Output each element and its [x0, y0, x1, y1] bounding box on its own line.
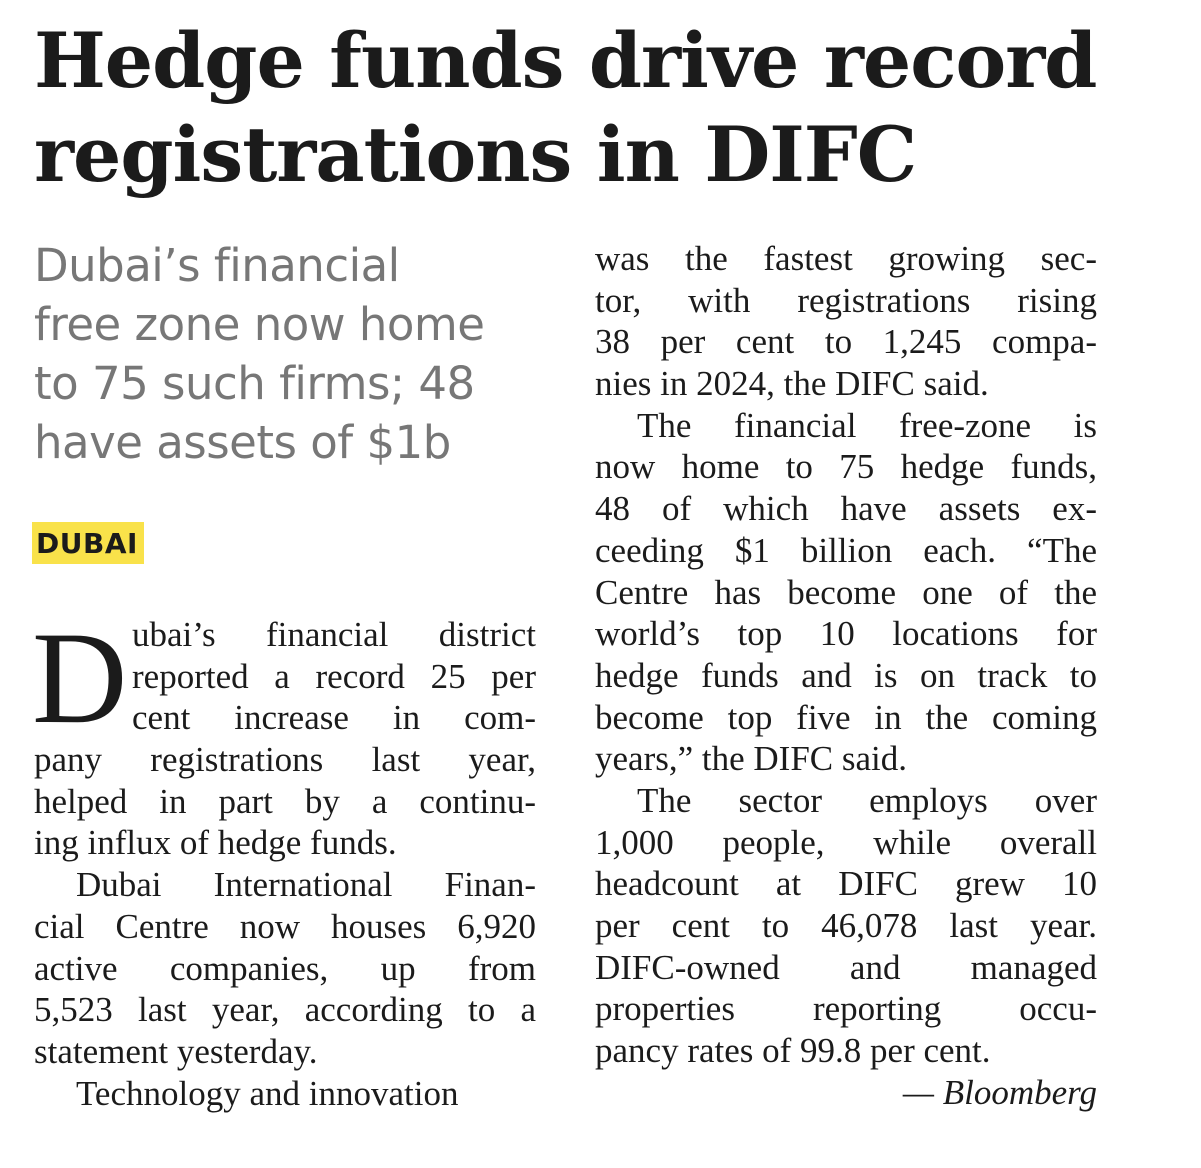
subhead-line: Dubai’s financial: [34, 239, 400, 292]
body-line: The financial free-zone is: [637, 405, 1097, 445]
body-line: Centre has become one of the: [595, 572, 1097, 612]
body-line: active companies, up from: [34, 948, 536, 988]
body-line: become top five in the coming: [595, 697, 1097, 737]
body-line: pany registrations last year,: [34, 740, 536, 780]
body-line: pancy rates of 99.8 per cent.: [595, 1031, 991, 1071]
body-line: headcount at DIFC grew 10: [595, 864, 1097, 904]
body-line: ubai’s financial district: [132, 615, 536, 654]
dateline-tag: DUBAI: [32, 522, 144, 564]
subhead-line: to 75 such firms; 48: [34, 357, 475, 410]
subhead-line: have assets of $1b: [34, 416, 451, 469]
drop-cap: D: [32, 604, 128, 751]
body-line: DIFC-owned and managed: [595, 947, 1097, 987]
body-line: world’s top 10 locations for: [595, 614, 1097, 654]
body-column-left: [32, 604, 536, 1114]
body-line: properties reporting occu-: [595, 989, 1097, 1029]
headline: [34, 14, 1174, 202]
body-line: years,” the DIFC said.: [595, 739, 908, 779]
body-line: 38 per cent to 1,245 compa-: [595, 322, 1097, 362]
body-line: was the fastest growing sec-: [595, 239, 1097, 278]
body-line: 48 of which have assets ex-: [595, 489, 1097, 529]
headline-line: registrations in DIFC: [34, 110, 917, 199]
byline-credit: — Bloomberg: [902, 1072, 1097, 1112]
subhead-line: free zone now home: [34, 298, 485, 351]
body-line: helped in part by a continu-: [34, 781, 536, 821]
body-line: ceeding $1 billion each. “The: [595, 530, 1097, 570]
body-column-right: [595, 238, 1097, 1113]
subheadline: [34, 236, 554, 472]
body-line: Dubai International Finan-: [76, 865, 536, 905]
body-line: 1,000 people, while overall: [595, 822, 1097, 862]
body-line: The sector employs over: [637, 780, 1097, 820]
body-line: cial Centre now houses 6,920: [34, 906, 536, 946]
body-line: tor, with registrations rising: [595, 280, 1097, 320]
body-line: hedge funds and is on track to: [595, 655, 1097, 695]
body-line: nies in 2024, the DIFC said.: [595, 364, 989, 404]
body-line: ing influx of hedge funds.: [34, 823, 397, 863]
body-line: 5,523 last year, according to a: [34, 990, 536, 1030]
body-line: cent increase in com-: [132, 698, 536, 738]
headline-line: Hedge funds drive record: [34, 16, 1097, 105]
body-line: reported a record 25 per: [132, 656, 536, 696]
body-line: statement yesterday.: [34, 1031, 318, 1071]
body-line: per cent to 46,078 last year.: [595, 906, 1097, 945]
body-line: now home to 75 hedge funds,: [595, 447, 1097, 487]
body-line: Technology and innovation: [76, 1073, 459, 1113]
